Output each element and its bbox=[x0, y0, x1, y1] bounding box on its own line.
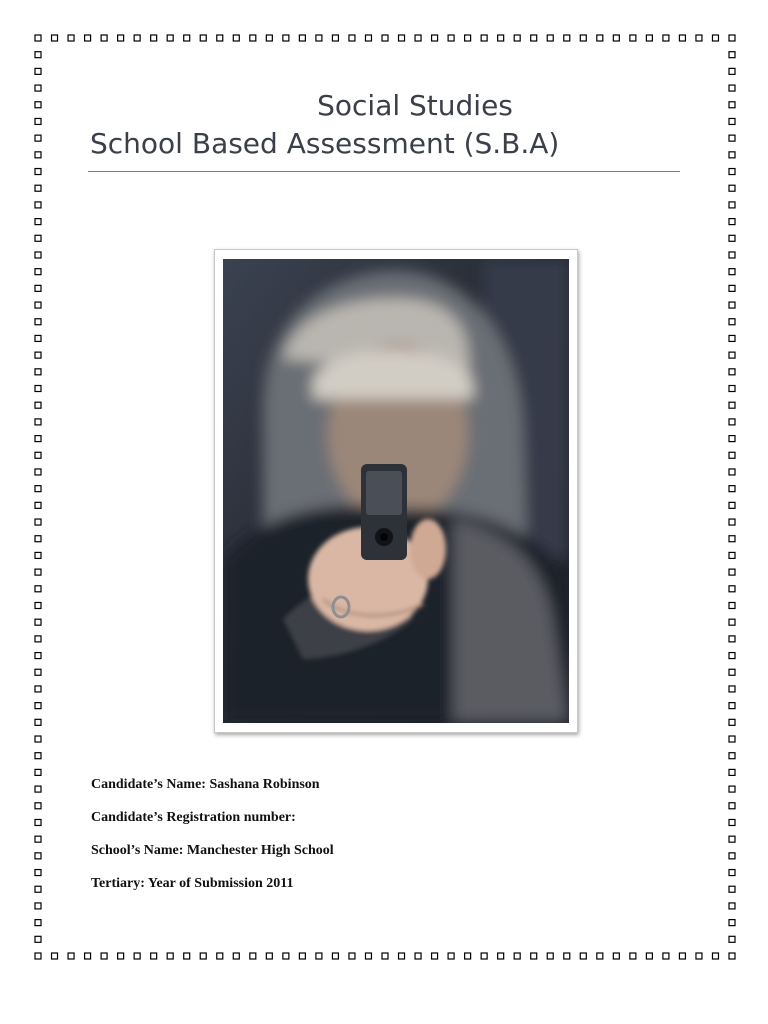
person-aiming-handgun-photo bbox=[223, 259, 569, 723]
cover-photo-frame bbox=[214, 249, 578, 733]
school-name: School’s Name: Manchester High School bbox=[91, 843, 334, 858]
candidate-registration: Candidate’s Registration number: bbox=[91, 810, 296, 825]
assessment-title: School Based Assessment (S.B.A) bbox=[90, 127, 560, 160]
subject-title: Social Studies bbox=[317, 89, 513, 122]
candidate-name: Candidate’s Name: Sashana Robinson bbox=[91, 777, 320, 792]
title-block bbox=[90, 88, 680, 162]
candidate-info bbox=[91, 776, 334, 908]
submission-year: Tertiary: Year of Submission 2011 bbox=[91, 876, 294, 891]
title-divider bbox=[88, 171, 680, 172]
